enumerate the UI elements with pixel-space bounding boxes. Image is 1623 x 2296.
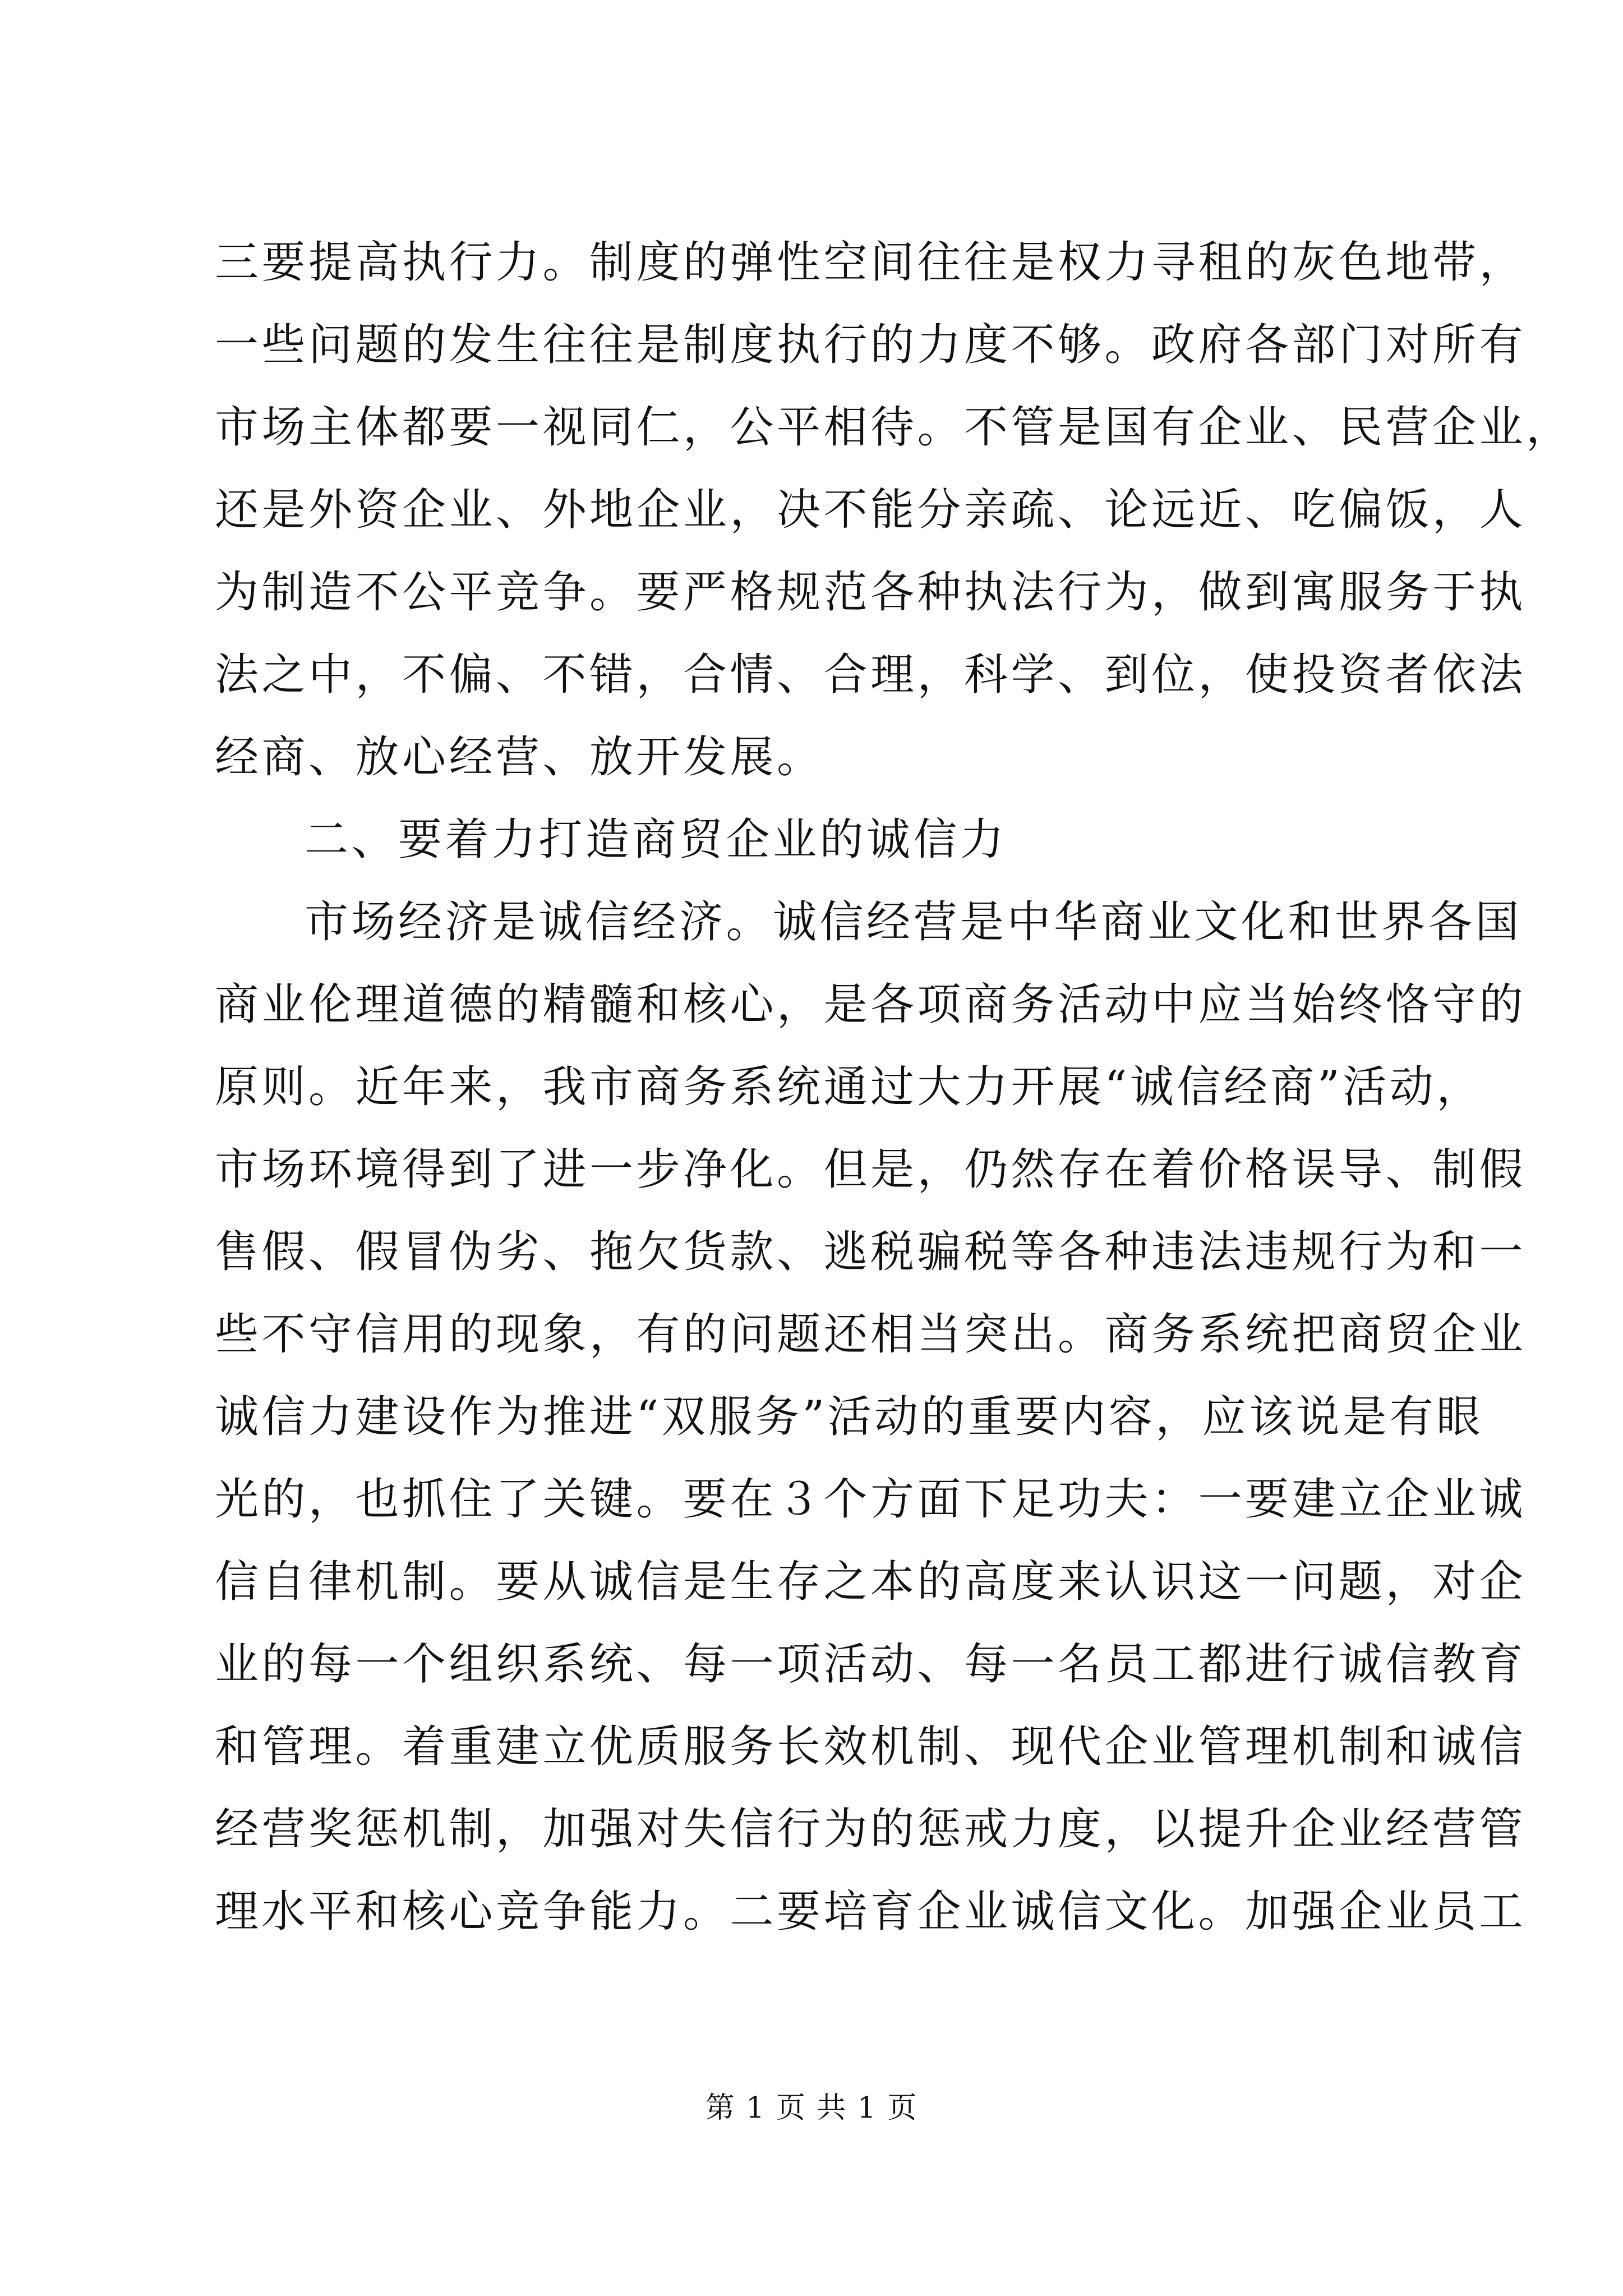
text-line: 一些问题的发生往往是制度执行的力度不够。政府各部门对所有 bbox=[215, 320, 1527, 370]
text-line: 原则。近年来，我市商务系统通过大力开展“诚信经商”活动， bbox=[215, 1062, 1483, 1112]
text-line: 三要提高执行力。制度的弹性空间往往是权力寻租的灰色地带， bbox=[215, 237, 1527, 288]
text-line: 理水平和核心竞争能力。二要培育企业诚信文化。加强企业员工 bbox=[215, 1887, 1527, 1937]
text-line: 售假、假冒伪劣、拖欠货款、逃税骗税等各种违法违规行为和一 bbox=[215, 1227, 1527, 1277]
text-line: 市场主体都要一视同仁，公平相待。不管是国有企业、民营企业， bbox=[215, 402, 1573, 453]
text-line: 信自律机制。要从诚信是生存之本的高度来认识这一问题，对企 bbox=[215, 1557, 1527, 1607]
text-line: 法之中，不偏、不错，合情、合理，科学、到位，使投资者依法 bbox=[215, 650, 1527, 700]
text-line: 些不守信用的现象，有的问题还相当突出。商务系统把商贸企业 bbox=[215, 1309, 1527, 1360]
text-line: 还是外资企业、外地企业，决不能分亲疏、论远近、吃偏饭，人 bbox=[215, 485, 1527, 535]
section-heading: 二、要着力打造商贸企业的诚信力 bbox=[305, 815, 1007, 865]
text-line: 诚信力建设作为推进“双服务”活动的重要内容，应该说是有眼 bbox=[215, 1392, 1483, 1442]
text-line: 和管理。着重建立优质服务长效机制、现代企业管理机制和诚信 bbox=[215, 1722, 1527, 1772]
text-line: 光的，也抓住了关键。要在３个方面下足功夫：一要建立企业诚 bbox=[215, 1474, 1527, 1525]
text-line: 经商、放心经营、放开发展。 bbox=[215, 732, 824, 783]
text-line: 市场环境得到了进一步净化。但是，仍然存在着价格误导、制假 bbox=[215, 1144, 1527, 1195]
text-line: 为制造不公平竞争。要严格规范各种执法行为，做到寓服务于执 bbox=[215, 567, 1527, 618]
text-line: 商业伦理道德的精髓和核心，是各项商务活动中应当始终恪守的 bbox=[215, 979, 1527, 1030]
text-line: 经营奖惩机制，加强对失信行为的惩戒力度，以提升企业经营管 bbox=[215, 1804, 1527, 1855]
paragraph-first-line: 市场经济是诚信经济。诚信经营是中华商业文化和世界各国 bbox=[305, 897, 1523, 947]
page-number-footer: 第 1 页 共 1 页 bbox=[705, 2091, 918, 2125]
document-body bbox=[215, 222, 1573, 1953]
text-line: 业的每一个组织系统、每一项活动、每一名员工都进行诚信教育 bbox=[215, 1639, 1527, 1690]
